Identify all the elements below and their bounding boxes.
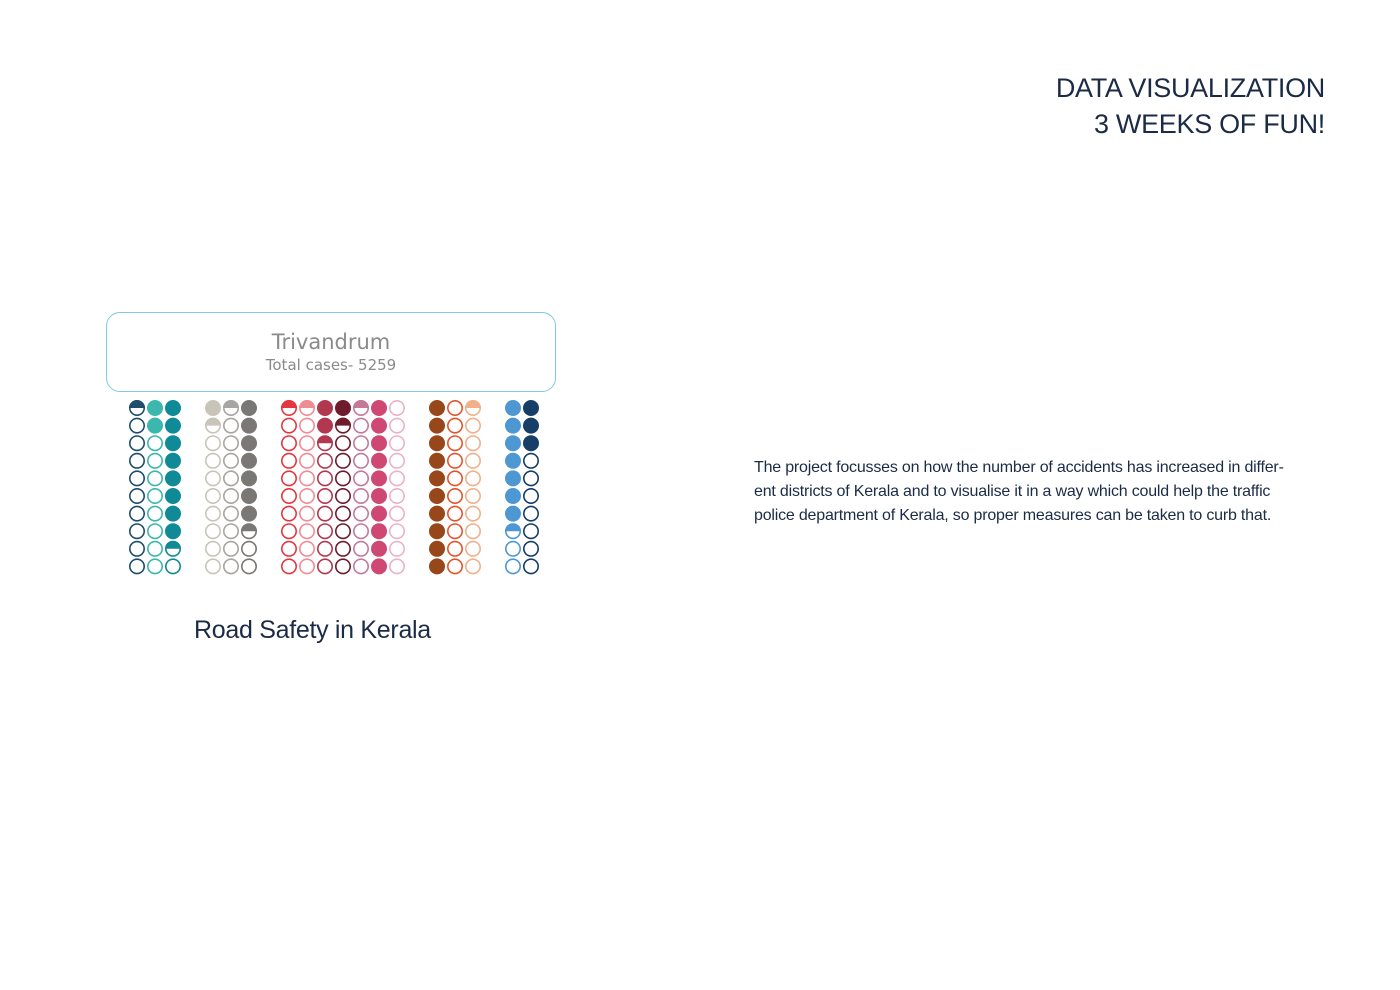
dot-empty — [354, 506, 368, 520]
dot-filled — [429, 400, 445, 416]
dot-empty — [224, 436, 238, 450]
dot-filled — [147, 418, 163, 434]
dot-empty — [336, 471, 350, 485]
dot-empty — [130, 524, 144, 538]
dot-empty — [318, 471, 332, 485]
dot-filled — [371, 523, 387, 539]
dot-empty — [354, 454, 368, 468]
dot-filled — [429, 418, 445, 434]
dot-filled — [505, 435, 521, 451]
dot-empty — [448, 542, 462, 556]
dot-empty — [506, 559, 520, 573]
dot-filled — [165, 435, 181, 451]
dot-empty — [300, 542, 314, 556]
dot-filled — [241, 453, 257, 469]
dot-empty — [224, 489, 238, 503]
dot-empty — [448, 436, 462, 450]
dot-empty — [300, 489, 314, 503]
dot-filled — [505, 470, 521, 486]
dot-empty — [524, 559, 538, 573]
dot-filled — [371, 453, 387, 469]
dot-empty — [318, 542, 332, 556]
dot-empty — [206, 506, 220, 520]
dot-empty — [448, 471, 462, 485]
dot-empty — [300, 524, 314, 538]
dot-empty — [524, 489, 538, 503]
dot-filled — [165, 506, 181, 522]
dot-empty — [354, 471, 368, 485]
dot-empty — [466, 506, 480, 520]
dot-empty — [354, 524, 368, 538]
dot-filled — [505, 400, 521, 416]
dot-filled — [371, 400, 387, 416]
dot-empty — [282, 542, 296, 556]
dot-empty — [282, 524, 296, 538]
dot-empty — [282, 559, 296, 573]
dot-filled — [371, 506, 387, 522]
chart-caption: Road Safety in Kerala — [194, 616, 431, 644]
dot-empty — [282, 506, 296, 520]
dot-filled — [165, 418, 181, 434]
dot-empty — [130, 559, 144, 573]
dot-empty — [282, 489, 296, 503]
dot-empty — [524, 542, 538, 556]
dot-empty — [524, 454, 538, 468]
dot-empty — [206, 471, 220, 485]
dot-empty — [318, 524, 332, 538]
dot-filled — [523, 400, 539, 416]
dot-filled — [429, 506, 445, 522]
dot-filled — [429, 523, 445, 539]
dot-empty — [448, 401, 462, 415]
district-total-cases: Total cases- 5259 — [265, 356, 397, 374]
dot-empty — [336, 559, 350, 573]
dot-empty — [466, 524, 480, 538]
dot-empty — [224, 418, 238, 432]
dot-empty — [300, 436, 314, 450]
dot-empty — [448, 489, 462, 503]
dot-empty — [300, 559, 314, 573]
dot-filled — [505, 453, 521, 469]
dot-empty — [148, 506, 162, 520]
dot-empty — [148, 524, 162, 538]
dot-empty — [166, 559, 180, 573]
dot-empty — [506, 542, 520, 556]
dot-empty — [336, 542, 350, 556]
dot-filled — [371, 418, 387, 434]
dot-empty — [148, 542, 162, 556]
dot-empty — [354, 418, 368, 432]
dot-empty — [318, 559, 332, 573]
dot-empty — [130, 418, 144, 432]
district-name: Trivandrum — [271, 330, 391, 354]
dot-empty — [300, 471, 314, 485]
dot-filled — [371, 470, 387, 486]
dot-empty — [390, 559, 404, 573]
dot-empty — [224, 559, 238, 573]
dot-empty — [224, 454, 238, 468]
dot-empty — [390, 418, 404, 432]
dot-empty — [148, 489, 162, 503]
dot-filled — [429, 470, 445, 486]
dot-filled — [165, 488, 181, 504]
dot-empty — [354, 436, 368, 450]
dot-empty — [300, 506, 314, 520]
dot-empty — [206, 454, 220, 468]
dot-empty — [224, 524, 238, 538]
dot-empty — [130, 489, 144, 503]
dot-filled — [523, 435, 539, 451]
dot-filled — [429, 558, 445, 574]
dot-filled — [241, 470, 257, 486]
dot-empty — [242, 542, 256, 556]
dot-empty — [466, 418, 480, 432]
dot-empty — [390, 524, 404, 538]
dot-empty — [130, 436, 144, 450]
dot-empty — [224, 471, 238, 485]
dot-empty — [390, 454, 404, 468]
dot-filled — [335, 400, 351, 416]
dot-empty — [524, 524, 538, 538]
dot-empty — [336, 436, 350, 450]
dot-empty — [354, 489, 368, 503]
dot-empty — [206, 559, 220, 573]
dot-filled — [317, 400, 333, 416]
dot-filled — [371, 558, 387, 574]
dot-filled — [371, 488, 387, 504]
dot-empty — [524, 471, 538, 485]
dot-filled — [429, 453, 445, 469]
dot-empty — [524, 506, 538, 520]
dot-filled — [505, 418, 521, 434]
dot-empty — [282, 418, 296, 432]
dot-empty — [282, 454, 296, 468]
dot-empty — [282, 436, 296, 450]
dot-empty — [448, 454, 462, 468]
dot-empty — [390, 506, 404, 520]
dot-empty — [130, 471, 144, 485]
dot-empty — [224, 506, 238, 520]
dot-filled — [505, 488, 521, 504]
dot-empty — [466, 542, 480, 556]
dot-empty — [130, 454, 144, 468]
dot-empty — [448, 559, 462, 573]
dot-empty — [130, 506, 144, 520]
dot-empty — [336, 506, 350, 520]
dot-empty — [224, 542, 238, 556]
dot-filled — [523, 418, 539, 434]
dot-filled — [429, 488, 445, 504]
dot-empty — [466, 559, 480, 573]
dot-empty — [318, 489, 332, 503]
dot-empty — [336, 524, 350, 538]
dot-filled — [241, 400, 257, 416]
dot-filled — [165, 400, 181, 416]
dot-empty — [390, 542, 404, 556]
project-description — [754, 456, 1329, 528]
dot-empty — [354, 559, 368, 573]
dot-filled — [241, 506, 257, 522]
dot-empty — [318, 454, 332, 468]
dot-filled — [429, 435, 445, 451]
dot-empty — [282, 471, 296, 485]
dot-filled — [147, 400, 163, 416]
description-line-1: The project focusses on how the number of accidents has increased in differ- — [754, 459, 1284, 476]
page-title-line-2: 3 WEEKS OF FUN! — [1093, 109, 1325, 139]
dot-filled — [205, 400, 221, 416]
dot-filled — [165, 523, 181, 539]
description-line-2: ent districts of Kerala and to visualise it in a way which could help the traffic — [754, 483, 1271, 500]
dot-empty — [148, 471, 162, 485]
dot-filled — [317, 418, 333, 434]
dot-empty — [336, 454, 350, 468]
dot-empty — [336, 489, 350, 503]
description-line-3: police department of Kerala, so proper measures can be taken to curb that. — [754, 507, 1272, 524]
dot-empty — [466, 454, 480, 468]
dot-empty — [390, 489, 404, 503]
page-title-line-1: DATA VISUALIZATION — [1055, 73, 1325, 103]
dot-empty — [466, 436, 480, 450]
dot-empty — [354, 542, 368, 556]
dot-empty — [206, 542, 220, 556]
dot-filled — [241, 418, 257, 434]
dot-empty — [206, 489, 220, 503]
dot-empty — [390, 471, 404, 485]
dot-filled — [241, 435, 257, 451]
dot-empty — [466, 489, 480, 503]
dot-filled — [371, 541, 387, 557]
dot-filled — [165, 470, 181, 486]
dot-filled — [241, 488, 257, 504]
dot-empty — [390, 436, 404, 450]
dot-empty — [206, 436, 220, 450]
dot-filled — [165, 453, 181, 469]
dot-empty — [448, 524, 462, 538]
dot-empty — [300, 418, 314, 432]
dot-empty — [148, 436, 162, 450]
dot-empty — [130, 542, 144, 556]
dot-empty — [206, 524, 220, 538]
dot-empty — [242, 559, 256, 573]
dot-empty — [148, 454, 162, 468]
dot-empty — [448, 506, 462, 520]
dot-empty — [466, 471, 480, 485]
dot-empty — [318, 506, 332, 520]
dot-filled — [505, 506, 521, 522]
dot-empty — [148, 559, 162, 573]
dot-empty — [448, 418, 462, 432]
dot-filled — [429, 541, 445, 557]
dot-empty — [390, 401, 404, 415]
dot-filled — [371, 435, 387, 451]
dot-empty — [300, 454, 314, 468]
